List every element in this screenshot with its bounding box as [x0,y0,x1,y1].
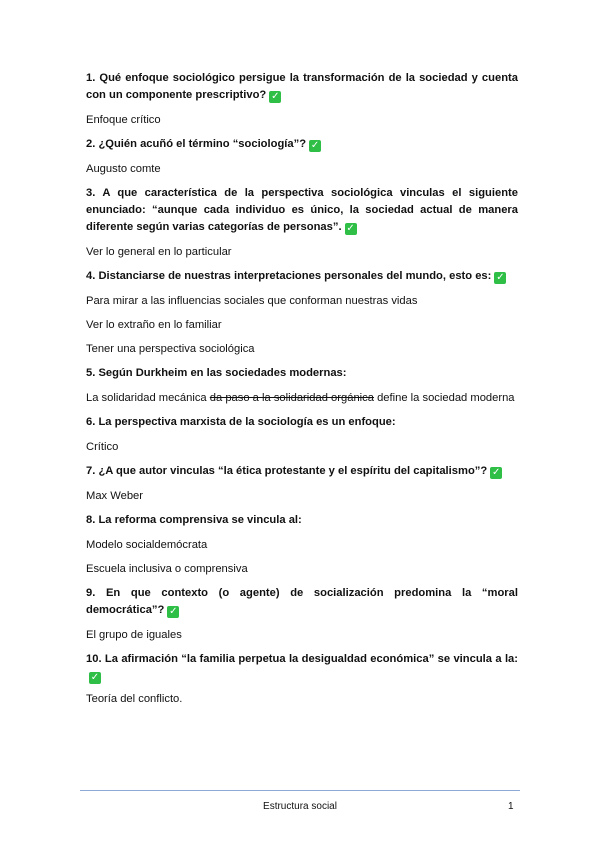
document-body [86,66,518,707]
page-number: 1 [508,801,514,812]
answer-4c: Tener una perspectiva sociológica [86,343,255,355]
question-5: 5. Según Durkheim en las sociedades modernas: [86,367,347,379]
check-icon: ✓ [271,91,280,102]
question-7: 7. ¿A que autor vinculas “la ética protestante y el espíritu del capitalismo”? ✓ [86,465,501,478]
question-1: 1. Qué enfoque sociológico persigue la transformación de la sociedad y cuenta con un componente prescriptivo? ✓ [86,72,518,102]
check-icon: ✓ [310,140,320,151]
answer-3: Ver lo general en lo particular [86,246,232,258]
check-icon: ✓ [346,223,355,234]
question-3: 3. A que característica de la perspectiva sociológica vinculas el siguiente enunciado: “aunque cada individuo es único, la sociedad actual de manera diferente según varias categorías de personas”. ✓ [86,187,518,234]
check-icon: ✓ [496,272,505,283]
question-4: 4. Distanciarse de nuestras interpretaciones personales del mundo, esto es: ✓ [86,270,505,283]
footer-title: Estructura social [263,801,337,812]
answer-9: El grupo de iguales [86,629,182,641]
answer-2: Augusto comte [86,163,161,175]
footer-divider [80,790,520,791]
answer-1: Enfoque crítico [86,114,161,126]
check-icon: ✓ [90,672,100,683]
struck-text: da paso a la solidaridad orgánica [209,392,374,404]
answer-8a: Modelo socialdemócrata [86,539,208,551]
answer-4a: Para mirar a las influencias sociales que conforman nuestras vidas [86,295,418,307]
answer-8b: Escuela inclusiva o comprensiva [86,563,248,575]
question-2: 2. ¿Quién acuñó el término “sociología”? ✓ [86,138,320,151]
question-10: 10. La afirmación “la familia perpetua la desigualdad económica” se vincula a la:✓ [86,653,518,683]
answer-7: Max Weber [86,490,143,502]
question-8: 8. La reforma comprensiva se vincula al: [86,514,302,526]
answer-6: Crítico [86,441,119,453]
answer-10: Teoría del conflicto. [86,693,183,705]
question-9: 9. En que contexto (o agente) de socialización predomina la “moral democrática”? ✓ [86,587,518,617]
answer-4b: Ver lo extraño en lo familiar [86,319,222,331]
answer-5: La solidaridad mecánica da paso a la solidaridad orgánica define la sociedad moderna [86,392,515,404]
question-6: 6. La perspectiva marxista de la sociología es un enfoque: [86,416,396,428]
check-icon: ✓ [492,467,501,478]
check-icon: ✓ [169,606,178,617]
